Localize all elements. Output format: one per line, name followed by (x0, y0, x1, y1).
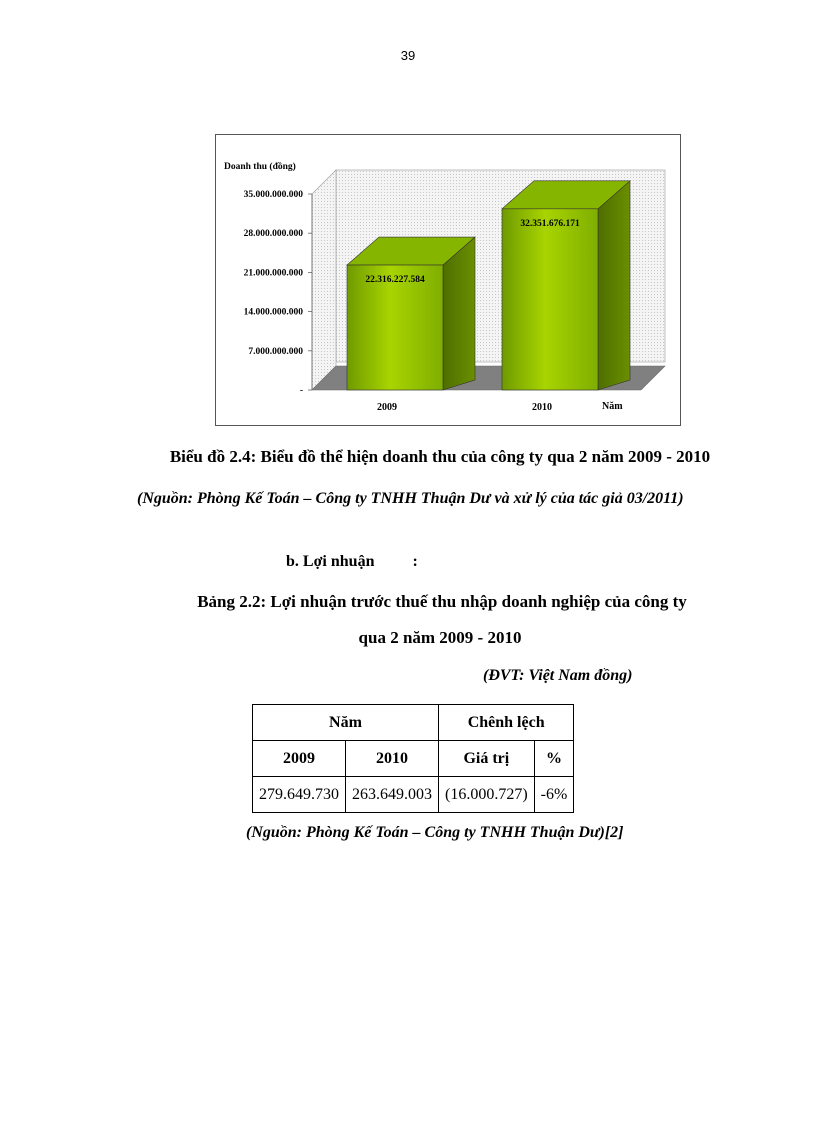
header-2010: 2010 (346, 741, 439, 777)
y-tick-label: 7.000.000.000 (248, 346, 303, 357)
y-tick-label: 21.000.000.000 (243, 268, 303, 279)
bar-2010 (502, 181, 630, 390)
section-heading-text: b. Lợi nhuận (286, 553, 375, 570)
y-tick-label: 14.000.000.000 (243, 307, 303, 318)
table-sub-header-row (253, 741, 574, 777)
table-row (253, 777, 574, 813)
data-label: 32.351.676.171 (520, 218, 580, 229)
chart-source: (Nguồn: Phòng Kế Toán – Công ty TNHH Thuận Dư và xử lý của tác giả 03/2011) (137, 490, 684, 507)
cell-2009: 279.649.730 (253, 777, 346, 813)
section-heading (286, 553, 418, 571)
x-tick-label: 2010 (532, 402, 552, 413)
y-axis-label: Doanh thu (đồng) (224, 162, 296, 172)
bar-side (598, 181, 630, 390)
header-2009: 2009 (253, 741, 346, 777)
y-tick-label: - (299, 386, 303, 396)
y-tick-label: 35.000.000.000 (243, 190, 303, 200)
y-tick-label: 28.000.000.000 (243, 229, 303, 240)
chart-caption: Biểu đồ 2.4: Biểu đồ thể hiện doanh thu của công ty qua 2 năm 2009 - 2010 (169, 447, 711, 466)
cell-percent: -6% (534, 777, 574, 813)
y-axis (244, 190, 312, 396)
data-label: 22.316.227.584 (365, 275, 425, 286)
header-year: Năm (253, 705, 439, 741)
page-number: 39 (400, 48, 416, 63)
x-tick-label: 2009 (377, 402, 397, 413)
table-title-line2: qua 2 năm 2009 - 2010 (358, 628, 522, 647)
side-wall (312, 170, 336, 390)
table-unit: (ĐVT: Việt Nam đồng) (483, 667, 633, 684)
revenue-chart-svg (216, 135, 682, 427)
table-title-line1: Bảng 2.2: Lợi nhuận trước thuế thu nhập doanh nghiệp của công ty (197, 592, 687, 611)
table-group-header-row (253, 705, 574, 741)
bar-front (502, 209, 598, 390)
section-heading-colon: : (412, 553, 418, 570)
header-value: Giá trị (439, 741, 535, 777)
profit-table (252, 704, 574, 813)
header-difference: Chênh lệch (439, 705, 574, 741)
table-source: (Nguồn: Phòng Kế Toán – Công ty TNHH Thuận Dư)[2] (246, 824, 624, 841)
header-percent: % (534, 741, 574, 777)
cell-2010: 263.649.003 (346, 777, 439, 813)
bar-2009 (347, 237, 475, 390)
revenue-chart (215, 134, 681, 426)
cell-value: (16.000.727) (439, 777, 535, 813)
x-axis-label: Năm (602, 401, 623, 412)
